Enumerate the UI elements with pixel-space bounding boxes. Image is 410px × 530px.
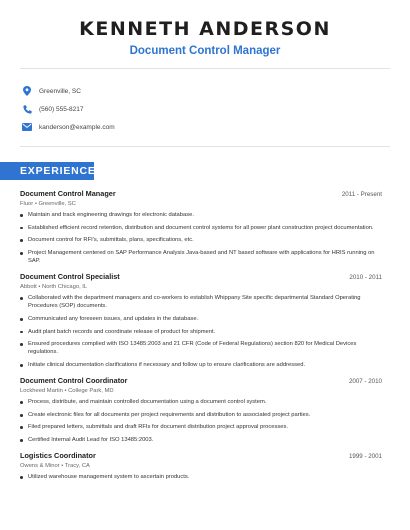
job-bullet: Established efficient record retention, distribution and document control systems for all power plant construction project documentation. xyxy=(20,224,382,232)
contact-location-row xyxy=(22,82,382,100)
contact-divider xyxy=(20,146,390,147)
job-company: Fluor • Greenville, SC xyxy=(20,201,76,207)
job-header xyxy=(20,188,382,200)
candidate-name: KENNETH ANDERSON xyxy=(79,18,331,40)
job-bullets xyxy=(20,211,382,265)
job-bullets xyxy=(20,473,382,481)
job-bullet: Process, distribute, and maintain controlled documentation using a document control system. xyxy=(20,398,382,406)
job-bullet: Collaborated with the department managers and co-workers to establish Whippany Site specific departmental Standard Operating Procedures (SOP) documents. xyxy=(20,294,382,310)
job-bullets xyxy=(20,398,382,444)
job-bullet: Document control for RFI's, submittals, plans, specifications, etc. xyxy=(20,236,382,244)
job-bullet: Project Management centered on SAP Performance Analysis Java-based and NT based software with applications for HRIS running on SAP. xyxy=(20,249,382,265)
contact-block xyxy=(22,82,382,136)
candidate-title: Document Control Manager xyxy=(129,45,281,57)
job-bullet: Communicated any foreseen issues, and updates in the database. xyxy=(20,315,382,323)
header-divider xyxy=(20,68,390,69)
job-bullet: Utilized warehouse management system to ascertain products. xyxy=(20,473,382,481)
job-dates: 2011 - Present xyxy=(341,191,382,198)
job-bullet: Ensured procedures complied with ISO 13485:2003 and 21 CFR (Code of Federal Regulations) section 820 for Medical Devices regulations. xyxy=(20,340,382,356)
resume-header xyxy=(0,18,410,58)
job-title: Document Control Coordinator xyxy=(20,376,128,386)
email-icon xyxy=(22,122,32,132)
job-header xyxy=(20,450,382,462)
job-entry xyxy=(20,188,382,265)
job-entry xyxy=(20,271,382,369)
job-title: Document Control Specialist xyxy=(20,272,120,282)
job-header xyxy=(20,375,382,387)
job-bullet: Maintain and track engineering drawings for electronic database. xyxy=(20,211,382,219)
job-company: Abbott • North Chicago, IL xyxy=(20,284,88,291)
job-title: Logistics Coordinator xyxy=(20,451,96,461)
contact-email[interactable]: kanderson@example.com xyxy=(39,123,115,131)
job-title: Document Control Manager xyxy=(20,189,116,198)
job-bullet: Audit plant batch records and coordinate release of product for shipment. xyxy=(20,328,382,336)
job-entry xyxy=(20,450,382,481)
contact-email-row xyxy=(22,118,382,136)
job-entry xyxy=(20,375,382,444)
job-bullet: Initiate clinical documentation clarifications if necessary and follow up to ensure clarifications are addressed. xyxy=(20,361,382,369)
job-company: Owens & Minor • Tracy, CA xyxy=(20,463,90,470)
section-title-experience: EXPERIENCE xyxy=(20,165,96,177)
location-pin-icon xyxy=(22,86,32,96)
job-header xyxy=(20,271,382,283)
phone-icon xyxy=(22,104,32,114)
contact-phone-row xyxy=(22,100,382,118)
job-dates: 2010 - 2011 xyxy=(349,274,382,282)
job-bullet: Create electronic files for all documents per project requirements and distribution to associated project parties. xyxy=(20,411,382,419)
contact-phone: (560) 555-8217 xyxy=(39,105,84,113)
job-dates: 2007 - 2010 xyxy=(348,378,382,386)
contact-location: Greenville, SC xyxy=(39,87,81,95)
job-dates: 1999 - 2001 xyxy=(348,453,382,461)
job-bullet: Certified Internal Audit Lead for ISO 13485:2003. xyxy=(20,436,382,444)
job-bullets xyxy=(20,294,382,369)
experience-list xyxy=(20,188,382,487)
job-bullet: Filed prepared letters, submittals and draft RFIs for document distribution project approval processes. xyxy=(20,423,382,431)
job-company: Lockheed Martin • College Park, MD xyxy=(20,388,114,395)
